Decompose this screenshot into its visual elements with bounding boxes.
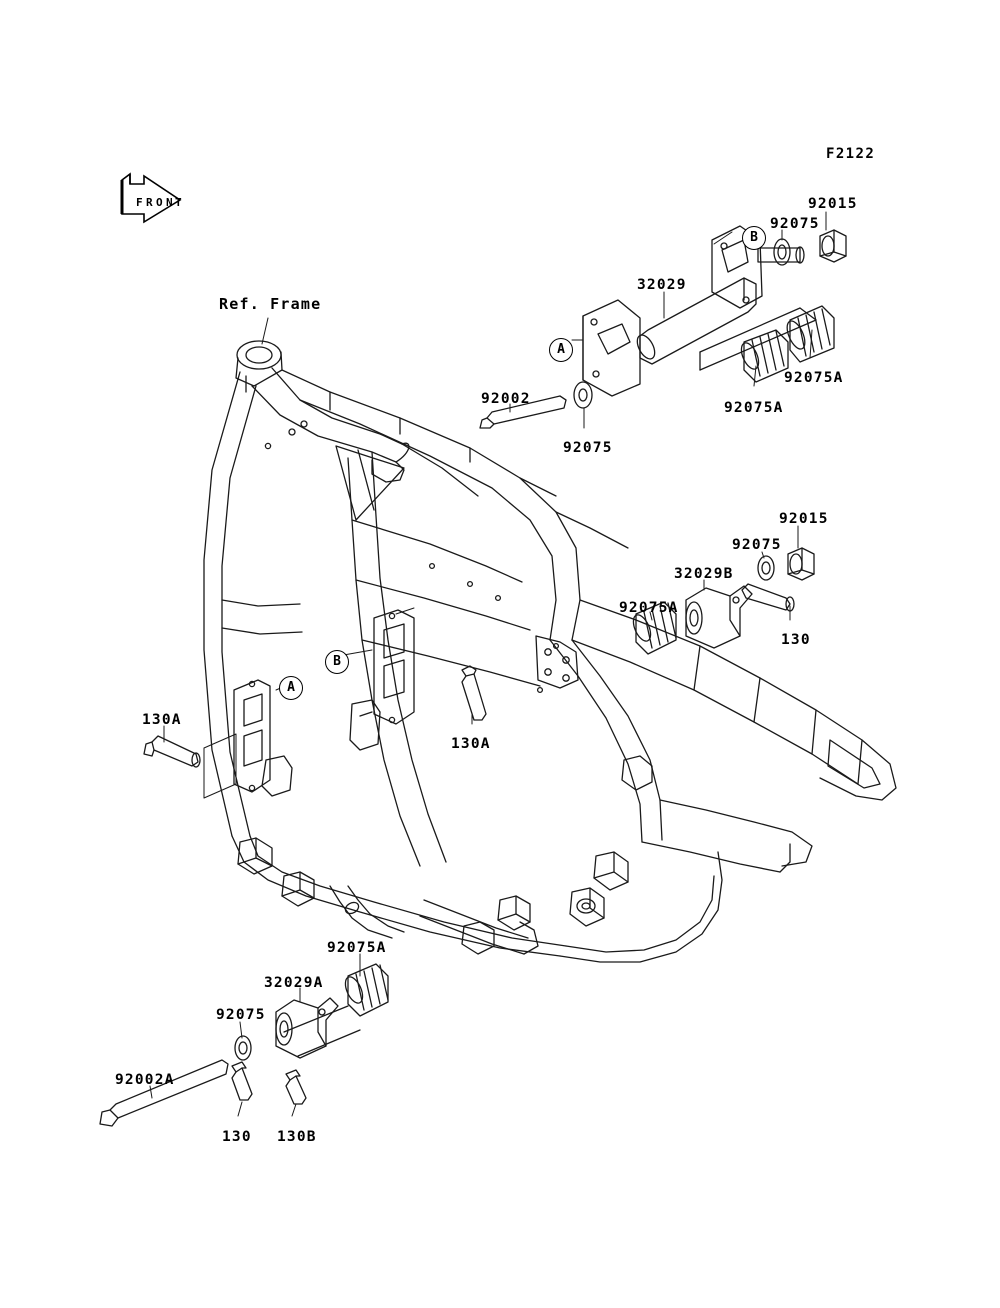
part-label-130a-left: 130A: [142, 712, 182, 728]
callout-circle-a-top: A: [549, 338, 573, 362]
callout-circle-b-top: B: [742, 226, 766, 250]
part-label-92015-top: 92015: [808, 196, 858, 212]
ref-frame-label: Ref. Frame: [219, 295, 322, 313]
part-label-130-bottom: 130: [222, 1129, 252, 1145]
part-label-92002a: 92002A: [115, 1072, 175, 1088]
svg-text:N: N: [166, 196, 173, 209]
part-label-130-mid: 130: [781, 632, 811, 648]
svg-text:F: F: [136, 196, 143, 209]
callout-circle-a-frame: A: [279, 676, 303, 700]
part-label-92075a-bottom: 92075A: [327, 940, 387, 956]
part-label-92075-top: 92075: [770, 216, 820, 232]
part-label-92015-mid: 92015: [779, 511, 829, 527]
front-direction-arrow: [108, 170, 188, 232]
callout-circle-b-frame: B: [325, 650, 349, 674]
part-label-130a-center: 130A: [451, 736, 491, 752]
part-label-92075a-center: 92075A: [724, 400, 784, 416]
part-label-130b: 130B: [277, 1129, 317, 1145]
svg-text:R: R: [146, 196, 153, 209]
svg-text:T: T: [175, 196, 182, 209]
part-label-92075a-mid: 92075A: [619, 600, 679, 616]
part-label-92075-mid2: 92075: [732, 537, 782, 553]
part-label-32029a: 32029A: [264, 975, 324, 991]
svg-text:O: O: [156, 196, 163, 209]
part-label-92075a-right: 92075A: [784, 370, 844, 386]
part-label-32029b: 32029B: [674, 566, 734, 582]
diagram-id: F2122: [826, 146, 876, 162]
part-label-92075-mid: 92075: [563, 440, 613, 456]
part-label-92075-bottom: 92075: [216, 1007, 266, 1023]
part-label-92002: 92002: [481, 391, 531, 407]
part-label-32029: 32029: [637, 277, 687, 293]
